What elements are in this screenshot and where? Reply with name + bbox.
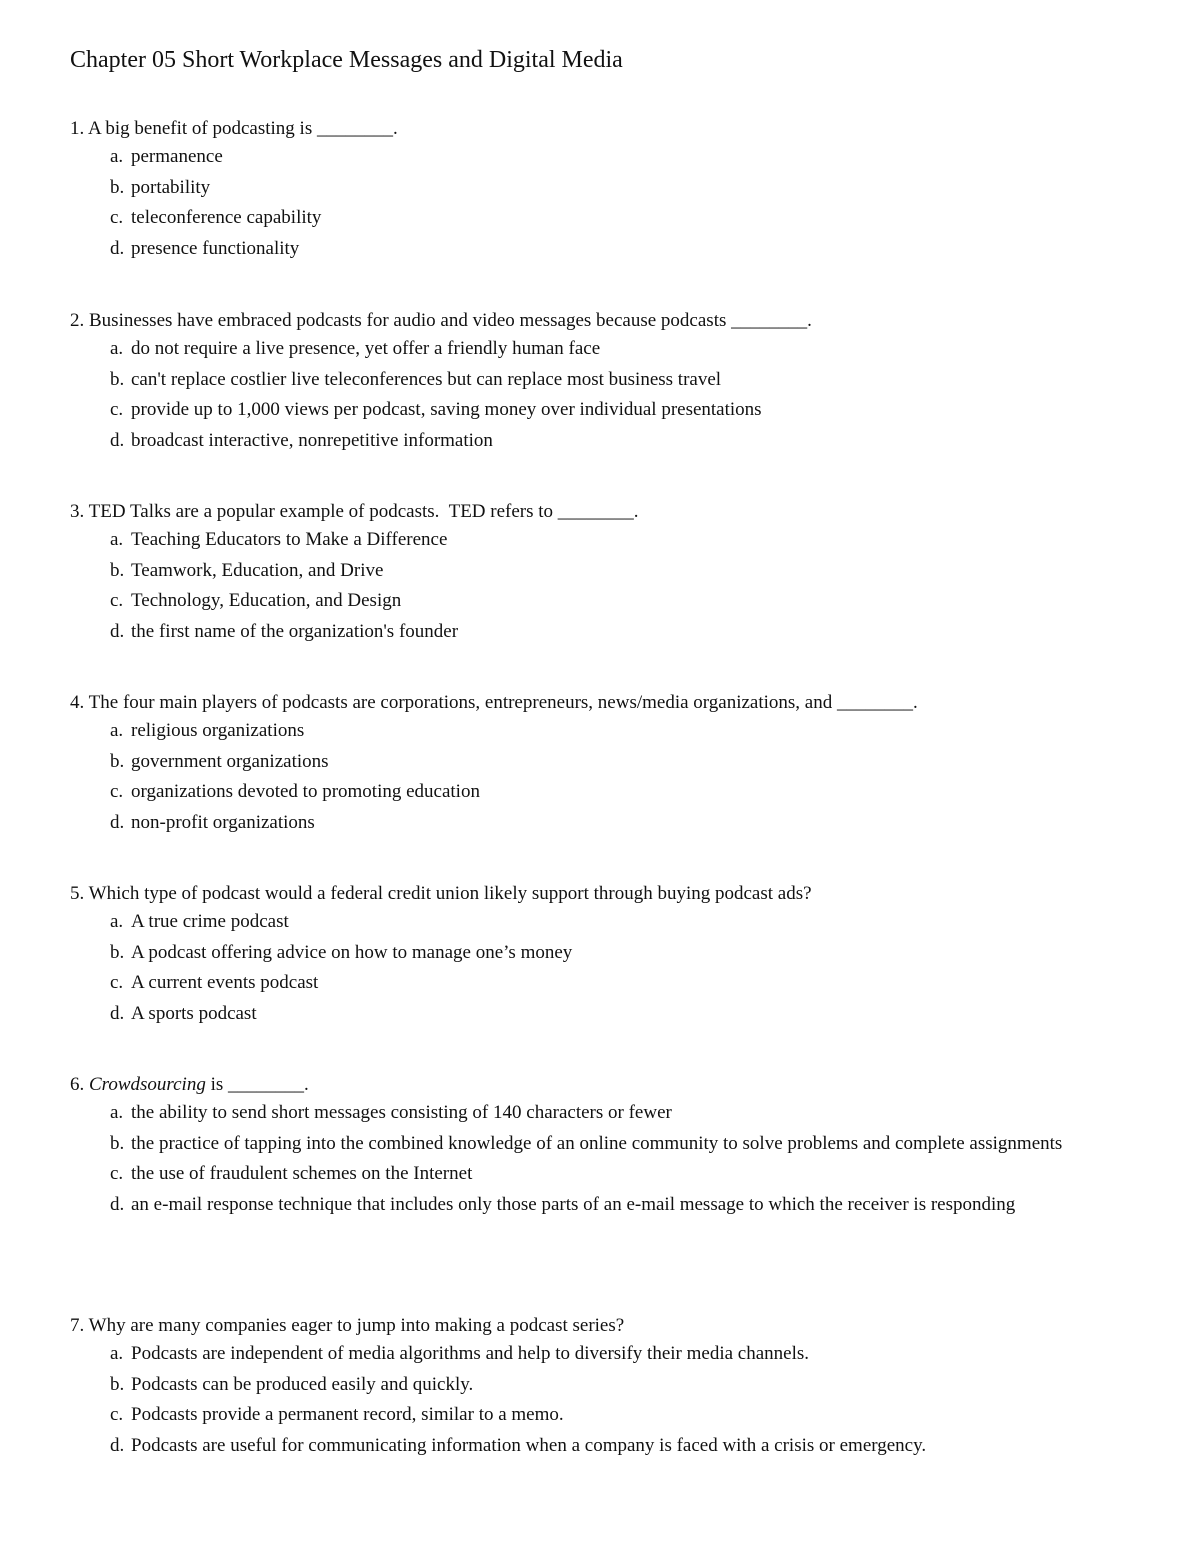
question-stem <box>70 1072 1130 1098</box>
choice-letter: c. <box>110 1404 124 1426</box>
question-5 <box>70 881 1130 1031</box>
choice-text: can't replace costlier live teleconferences but can replace most business travel <box>131 368 722 390</box>
answer-choice-a <box>70 1341 1130 1367</box>
choice-text: Podcasts provide a permanent record, similar to a memo. <box>131 1404 564 1426</box>
question-stem <box>70 308 1130 334</box>
choice-text: broadcast interactive, nonrepetitive information <box>131 429 493 451</box>
question-text: A big benefit of podcasting is ________. <box>87 118 398 139</box>
question-text: The four main players of podcasts are corporations, entrepreneurs, news/media organizations, and ________. <box>88 692 918 713</box>
choice-text: A true crime podcast <box>131 911 289 932</box>
answer-choice-c <box>70 1402 1130 1428</box>
choice-letter: b. <box>110 750 125 772</box>
choice-letter: c. <box>110 781 124 803</box>
question-7 <box>70 1313 1130 1463</box>
choice-text: the practice of tapping into the combined knowledge of an online community to solve problems and complete assignments <box>131 1132 1063 1154</box>
choice-letter: a. <box>110 338 124 359</box>
choice-text: the first name of the organization's founder <box>131 620 459 642</box>
document-title: Chapter 05 Short Workplace Messages and Digital Media <box>70 47 623 73</box>
answer-choice-c <box>70 588 1130 614</box>
choice-text: Podcasts are useful for communicating information when a company is faced with a crisis or emergency. <box>131 1434 927 1456</box>
choice-text: organizations devoted to promoting education <box>131 781 480 803</box>
question-stem <box>70 499 1130 525</box>
question-2 <box>70 308 1130 458</box>
question-number: 6. <box>70 1074 85 1095</box>
question-number: 1. <box>70 118 85 139</box>
question-number: 2. <box>70 310 85 331</box>
answer-choice-d <box>70 1192 1130 1218</box>
choice-letter: a. <box>110 720 124 741</box>
question-1 <box>70 116 1130 266</box>
question-stem <box>70 116 1130 142</box>
choice-letter: a. <box>110 529 124 550</box>
answer-choice-a <box>70 144 1130 170</box>
answer-choice-b <box>70 1372 1130 1398</box>
choice-letter: d. <box>110 429 125 451</box>
question-text: Which type of podcast would a federal credit union likely support through buying podcast ads? <box>88 883 812 904</box>
choice-text: religious organizations <box>131 720 305 741</box>
answer-choice-d <box>70 810 1130 836</box>
answer-choices <box>70 144 1130 262</box>
answer-choices <box>70 336 1130 454</box>
question-6 <box>70 1072 1130 1222</box>
choice-text: Podcasts are independent of media algorithms and help to diversify their media channels. <box>131 1343 809 1364</box>
question-stem <box>70 1313 1130 1339</box>
question-3 <box>70 499 1130 649</box>
question-text: Why are many companies eager to jump into making a podcast series? <box>88 1315 625 1336</box>
question-number: 7. <box>70 1315 85 1336</box>
choice-letter: d. <box>110 1002 125 1024</box>
answer-choice-a <box>70 527 1130 553</box>
question-term: Crowdsourcing <box>89 1074 206 1095</box>
choice-text: portability <box>131 176 211 198</box>
choice-letter: b. <box>110 941 125 963</box>
choice-letter: d. <box>110 620 125 642</box>
answer-choice-b <box>70 558 1130 584</box>
choice-letter: c. <box>110 1163 124 1185</box>
answer-choice-b <box>70 367 1130 393</box>
answer-choice-d <box>70 1001 1130 1027</box>
choice-text: Podcasts can be produced easily and quickly. <box>131 1373 474 1395</box>
answer-choice-d <box>70 428 1130 454</box>
answer-choice-c <box>70 970 1130 996</box>
question-number: 3. <box>70 501 85 522</box>
answer-choices <box>70 527 1130 645</box>
choice-letter: a. <box>110 146 124 167</box>
answer-choice-b <box>70 749 1130 775</box>
choice-text: Teaching Educators to Make a Difference <box>131 529 448 550</box>
answer-choice-a <box>70 336 1130 362</box>
choice-text: A podcast offering advice on how to manage one’s money <box>131 941 573 963</box>
choice-text: Technology, Education, and Design <box>131 590 402 612</box>
choice-text: A sports podcast <box>131 1002 257 1024</box>
choice-letter: d. <box>110 237 125 259</box>
answer-choice-d <box>70 236 1130 262</box>
choice-letter: a. <box>110 911 124 932</box>
choice-letter: b. <box>110 1373 125 1395</box>
question-stem <box>70 881 1130 907</box>
choice-text: government organizations <box>131 750 329 772</box>
answer-choice-a <box>70 718 1130 744</box>
choice-letter: b. <box>110 559 125 581</box>
answer-choices <box>70 909 1130 1027</box>
choice-letter: d. <box>110 1193 125 1215</box>
question-number: 4. <box>70 692 85 713</box>
choice-letter: c. <box>110 590 124 612</box>
choice-text: the ability to send short messages consisting of 140 characters or fewer <box>131 1102 672 1123</box>
choice-letter: d. <box>110 811 125 833</box>
answer-choice-c <box>70 397 1130 423</box>
answer-choices <box>70 718 1130 836</box>
choice-letter: b. <box>110 1132 125 1154</box>
choice-text: teleconference capability <box>131 207 322 229</box>
answer-choice-d <box>70 1433 1130 1459</box>
question-4 <box>70 690 1130 840</box>
choice-text: an e-mail response technique that includes only those parts of an e-mail message to which the receiver is responding <box>131 1193 1016 1215</box>
choice-letter: a. <box>110 1102 124 1123</box>
choice-letter: c. <box>110 972 124 994</box>
choice-text: presence functionality <box>131 237 300 259</box>
answer-choices <box>70 1100 1130 1218</box>
choice-text: permanence <box>131 146 223 167</box>
answer-choice-c <box>70 779 1130 805</box>
choice-letter: b. <box>110 176 125 198</box>
answer-choice-c <box>70 205 1130 231</box>
answer-choice-b <box>70 940 1130 966</box>
question-text: Businesses have embraced podcasts for audio and video messages because podcasts ________. <box>89 310 812 331</box>
choice-letter: c. <box>110 207 124 229</box>
question-text: TED Talks are a popular example of podcasts. TED refers to ________. <box>88 501 639 522</box>
question-text: is ________. <box>205 1074 309 1095</box>
choice-text: provide up to 1,000 views per podcast, saving money over individual presentations <box>131 399 762 421</box>
answer-choice-b <box>70 175 1130 201</box>
choice-letter: d. <box>110 1434 125 1456</box>
question-number: 5. <box>70 883 85 904</box>
answer-choice-a <box>70 909 1130 935</box>
question-stem <box>70 690 1130 716</box>
choice-text: the use of fraudulent schemes on the Internet <box>131 1163 473 1185</box>
answer-choices <box>70 1341 1130 1459</box>
answer-choice-b <box>70 1131 1130 1157</box>
choice-text: Teamwork, Education, and Drive <box>131 559 384 581</box>
answer-choice-d <box>70 619 1130 645</box>
answer-choice-c <box>70 1161 1130 1187</box>
choice-text: A current events podcast <box>131 972 319 994</box>
choice-text: do not require a live presence, yet offer a friendly human face <box>131 338 601 359</box>
choice-letter: b. <box>110 368 125 390</box>
answer-choice-a <box>70 1100 1130 1126</box>
choice-text: non-profit organizations <box>131 811 315 833</box>
choice-letter: c. <box>110 399 124 421</box>
choice-letter: a. <box>110 1343 124 1364</box>
